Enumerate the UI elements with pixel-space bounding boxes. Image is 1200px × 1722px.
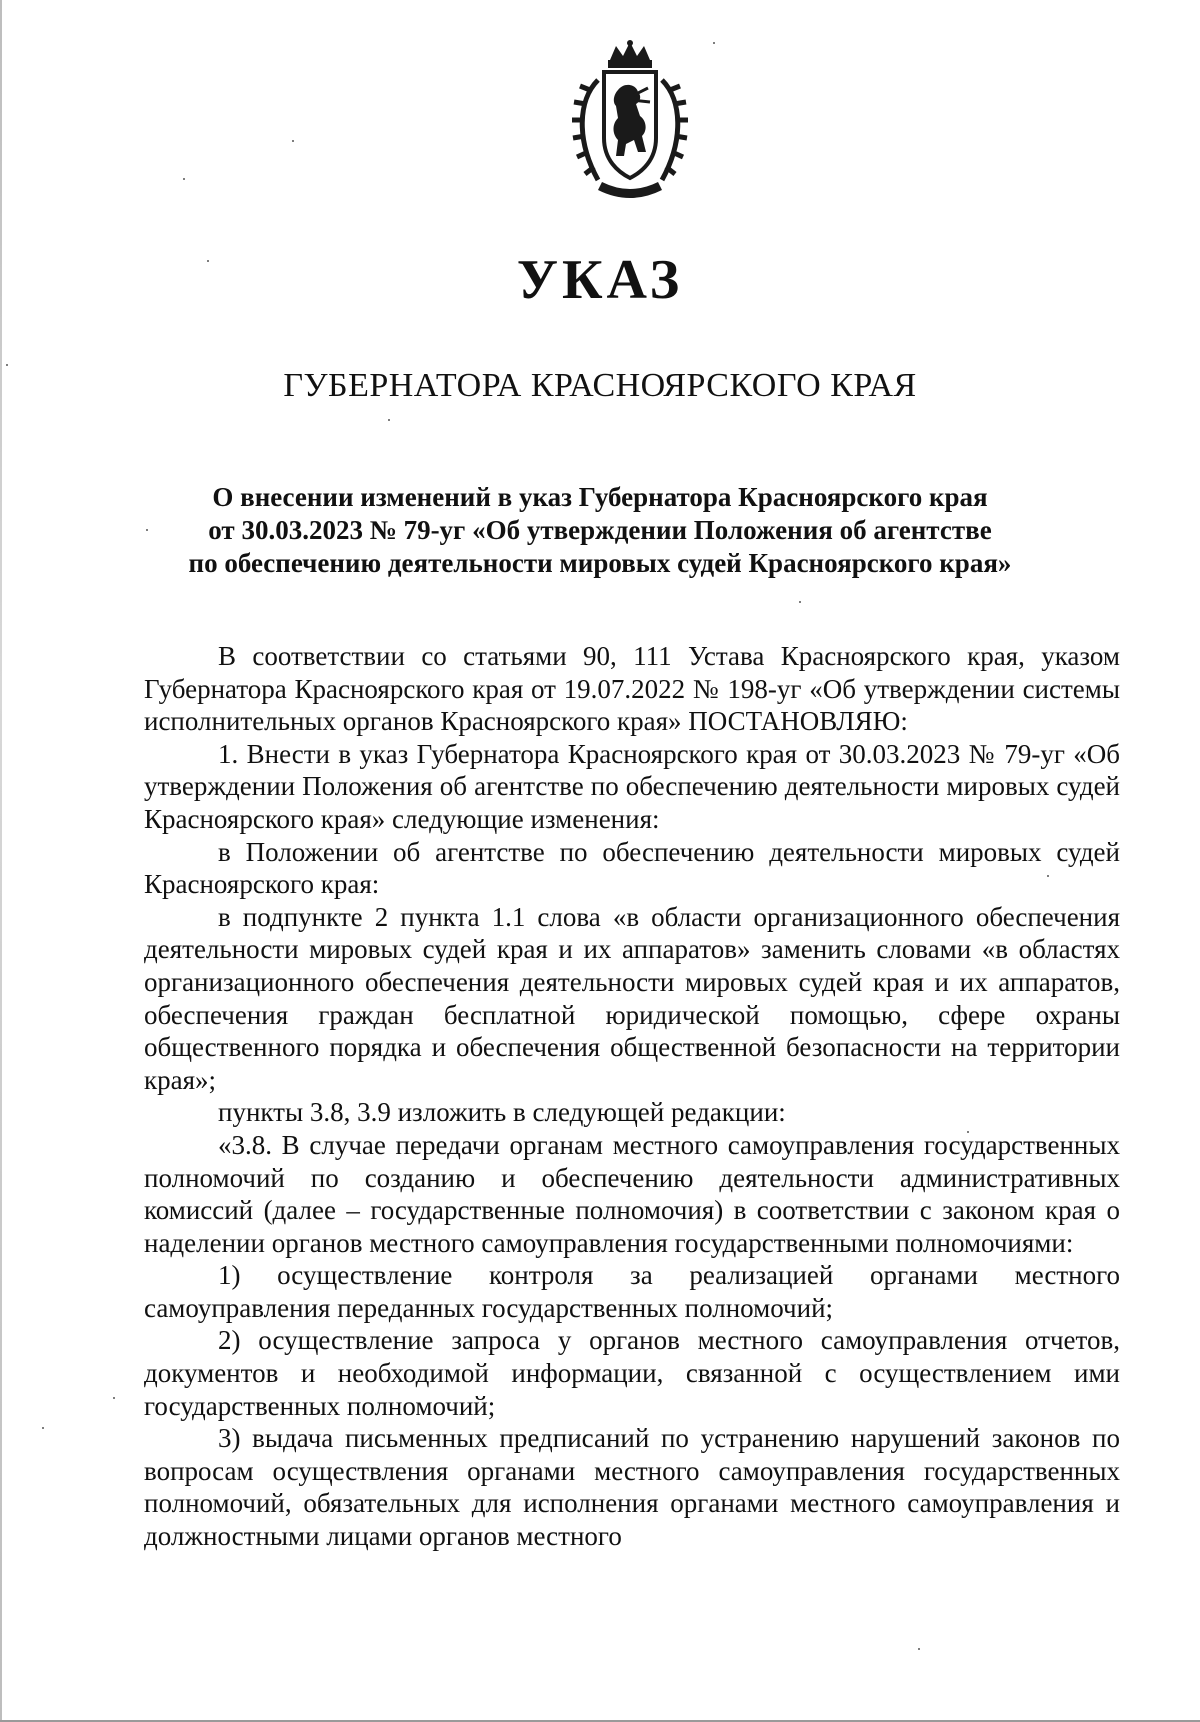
scan-speck: [292, 140, 294, 142]
body-paragraph: 1. Внести в указ Губернатора Красноярского края от 30.03.2023 № 79-уг «Об утверждении Положения об агентстве по обеспечению деятельности мировых судей Красноярского края» следующие изменения:: [144, 738, 1120, 834]
scan-speck: [183, 178, 185, 180]
body-paragraph: пункты 3.8, 3.9 изложить в следующей редакции:: [218, 1097, 786, 1128]
body-paragraph: 2) осуществление запроса у органов местного самоуправления отчетов, документов и необходимой информации, связанной с осуществлением ими государственных полномочий;: [144, 1325, 1120, 1421]
scan-speck: [42, 1427, 44, 1429]
body-paragraph: 3) выдача письменных предписаний по устранению нарушений законов по вопросам осуществления органами местного самоуправления государственных полномочий, обязательных для исполнения органами местного самоуправления и должностными лицами органов местного: [144, 1423, 1120, 1552]
scan-speck: [113, 1397, 115, 1399]
document-heading: [150, 481, 1050, 580]
body-paragraph: в Положении об агентстве по обеспечению деятельности мировых судей Красноярского края:: [144, 836, 1120, 900]
scan-speck: [388, 419, 390, 421]
scan-speck: [713, 42, 715, 44]
scan-speck: [799, 601, 801, 603]
krasnoyarsk-coat-of-arms-icon: [568, 40, 692, 204]
coat-of-arms-emblem: [568, 40, 692, 204]
heading-line: по обеспечению деятельности мировых судей Красноярского края»: [188, 548, 1012, 578]
body-paragraph: в подпункте 2 пункта 1.1 слова «в области организационного обеспечения деятельности мировых судей края и их аппаратов» заменить словами «в областях организационного обеспечения деятельности мировых судей края и их аппаратов, обеспечения граждан бесплатной юридической помощью, сфере охраны общественного порядка и обеспечения общественной безопасности на территории края»;: [144, 901, 1120, 1095]
document-type-title: УКАЗ: [516, 249, 684, 311]
issuer-title: ГУБЕРНАТОРА КРАСНОЯРСКОГО КРАЯ: [283, 367, 917, 404]
heading-line: от 30.03.2023 № 79-уг «Об утверждении Положения об агентстве: [208, 515, 992, 545]
scan-speck: [918, 1648, 920, 1650]
body-paragraph: 1) осуществление контроля за реализацией органами местного самоуправления переданных государственных полномочий;: [144, 1260, 1120, 1323]
body-paragraph: В соответствии со статьями 90, 111 Устава Красноярского края, указом Губернатора Красноярского края от 19.07.2022 № 198-уг «Об утверждении системы исполнительных органов Красноярского края» ПОСТАНОВЛЯЮ:: [144, 641, 1120, 737]
document-body: [144, 640, 1120, 1553]
heading-line: О внесении изменений в указ Губернатора Красноярского края: [212, 482, 988, 512]
scan-speck: [146, 529, 148, 531]
body-paragraph: «3.8. В случае передачи органам местного самоуправления государственных полномочий по созданию и обеспечению деятельности административных комиссий (далее – государственные полномочия) в соответствии с законом края о наделении органов местного самоуправления государственными полномочиями:: [144, 1129, 1120, 1258]
